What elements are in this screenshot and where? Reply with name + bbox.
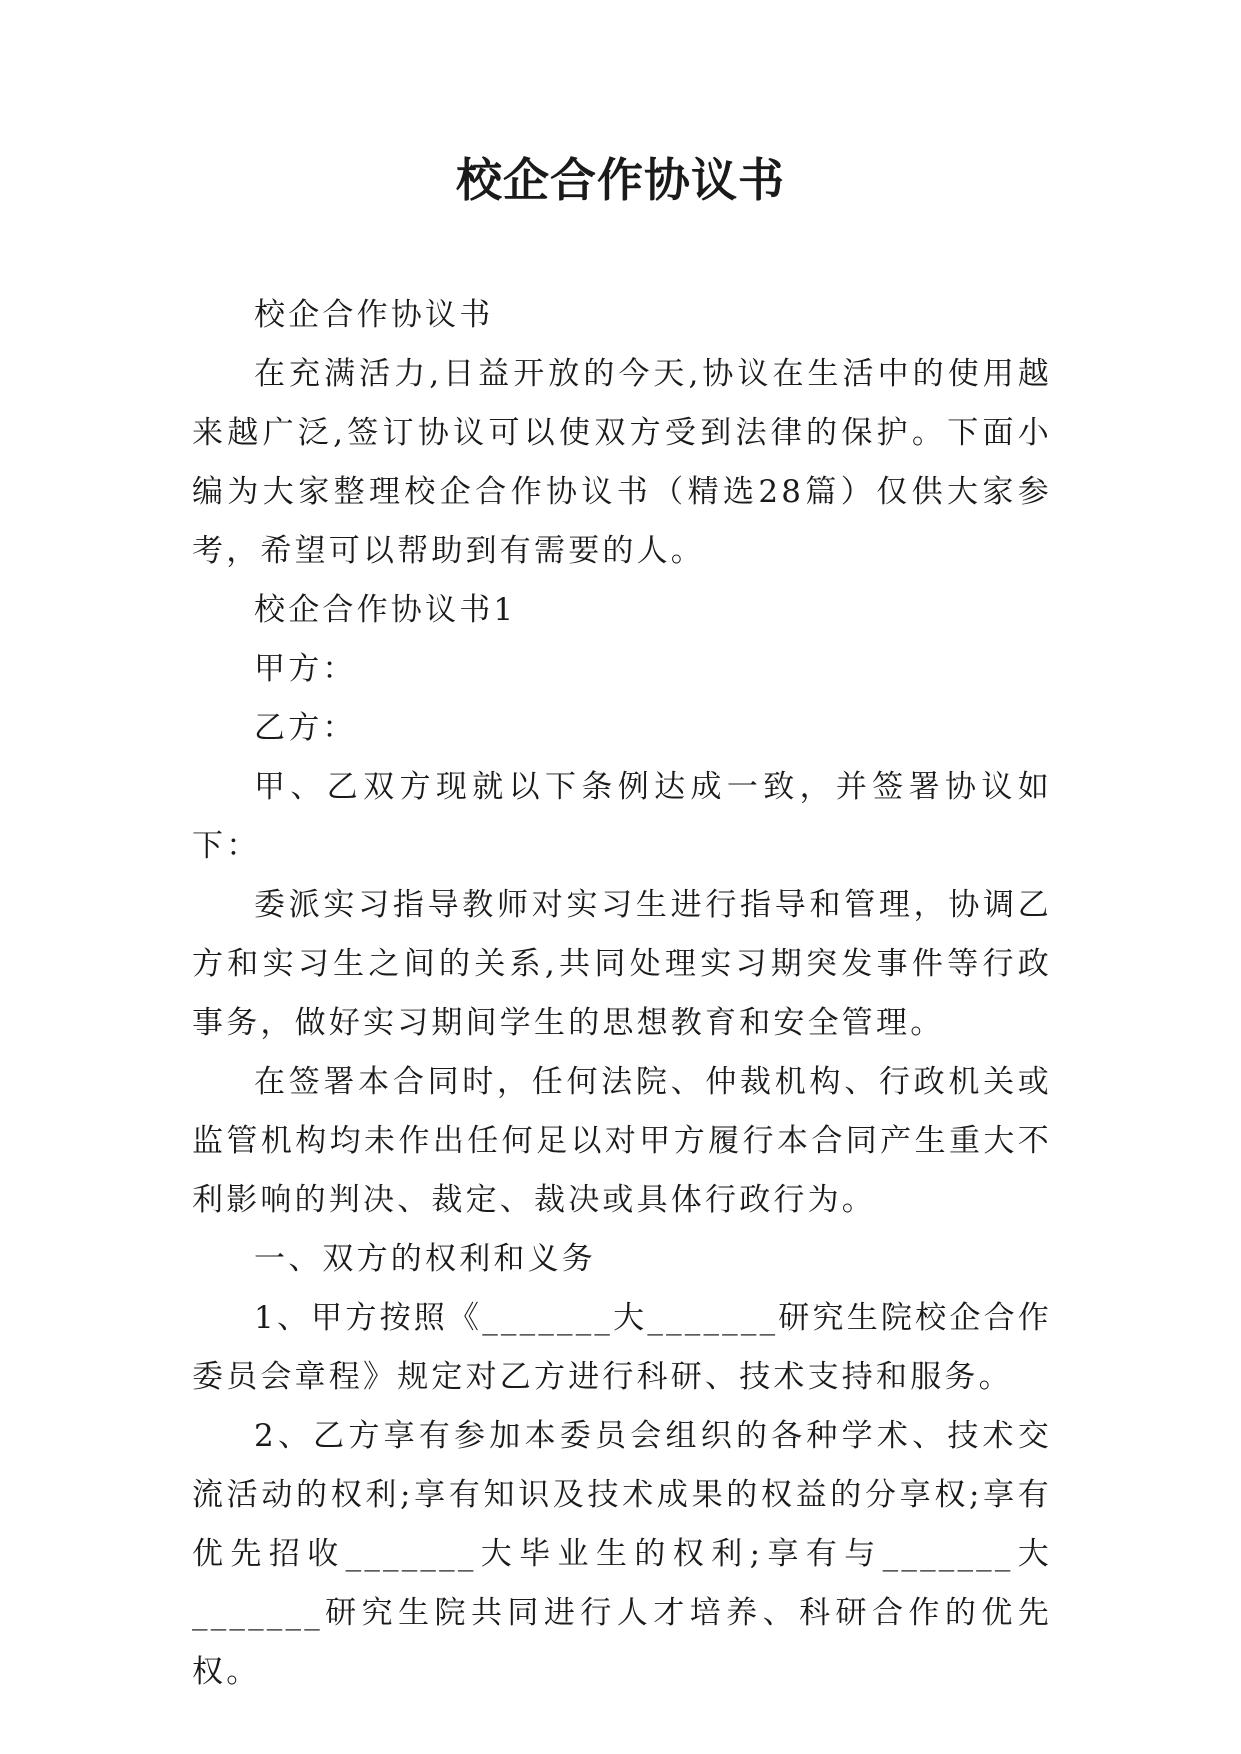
document-body bbox=[192, 286, 1052, 1702]
paragraph-heading: 校企合作协议书 bbox=[254, 297, 494, 333]
paragraph-instructor-duty: 委派实习指导教师对实习生进行指导和管理，协调乙方和实习生之间的关系,共同处理实习期突发事件等行政事务，做好实习期间学生的思想教育和安全管理。 bbox=[192, 887, 1052, 1041]
paragraph-party-b: 乙方： bbox=[254, 710, 357, 746]
paragraph-section-rights: 一、双方的权利和义务 bbox=[254, 1241, 596, 1277]
paragraph-legal-statement: 在签署本合同时，任何法院、仲裁机构、行政机关或监管机构均未作出任何足以对甲方履行本合同产生重大不利影响的判决、裁定、裁决或具体行政行为。 bbox=[192, 1064, 1052, 1218]
paragraph-clause-2: 2、乙方享有参加本委员会组织的各种学术、技术交流活动的权利;享有知识及技术成果的权益的分享权;享有优先招收_______大毕业生的权利;享有与_______大_______研究生院共同进行人才培养、科研合作的优先权。 bbox=[192, 1418, 1052, 1690]
paragraph-consensus: 甲、乙双方现就以下条例达成一致，并签署协议如下： bbox=[192, 769, 1052, 864]
paragraph-intro: 在充满活力,日益开放的今天,协议在生活中的使用越来越广泛,签订协议可以使双方受到法律的保护。下面小编为大家整理校企合作协议书（精选28篇）仅供大家参考，希望可以帮助到有需要的人。 bbox=[192, 356, 1052, 569]
document-title: 校企合作协议书 bbox=[456, 153, 785, 207]
paragraph-agreement-1-title: 校企合作协议书1 bbox=[254, 592, 517, 628]
paragraph-party-a: 甲方： bbox=[254, 651, 357, 687]
paragraph-clause-1: 1、甲方按照《_______大_______研究生院校企合作委员会章程》规定对乙方进行科研、技术支持和服务。 bbox=[192, 1300, 1052, 1395]
